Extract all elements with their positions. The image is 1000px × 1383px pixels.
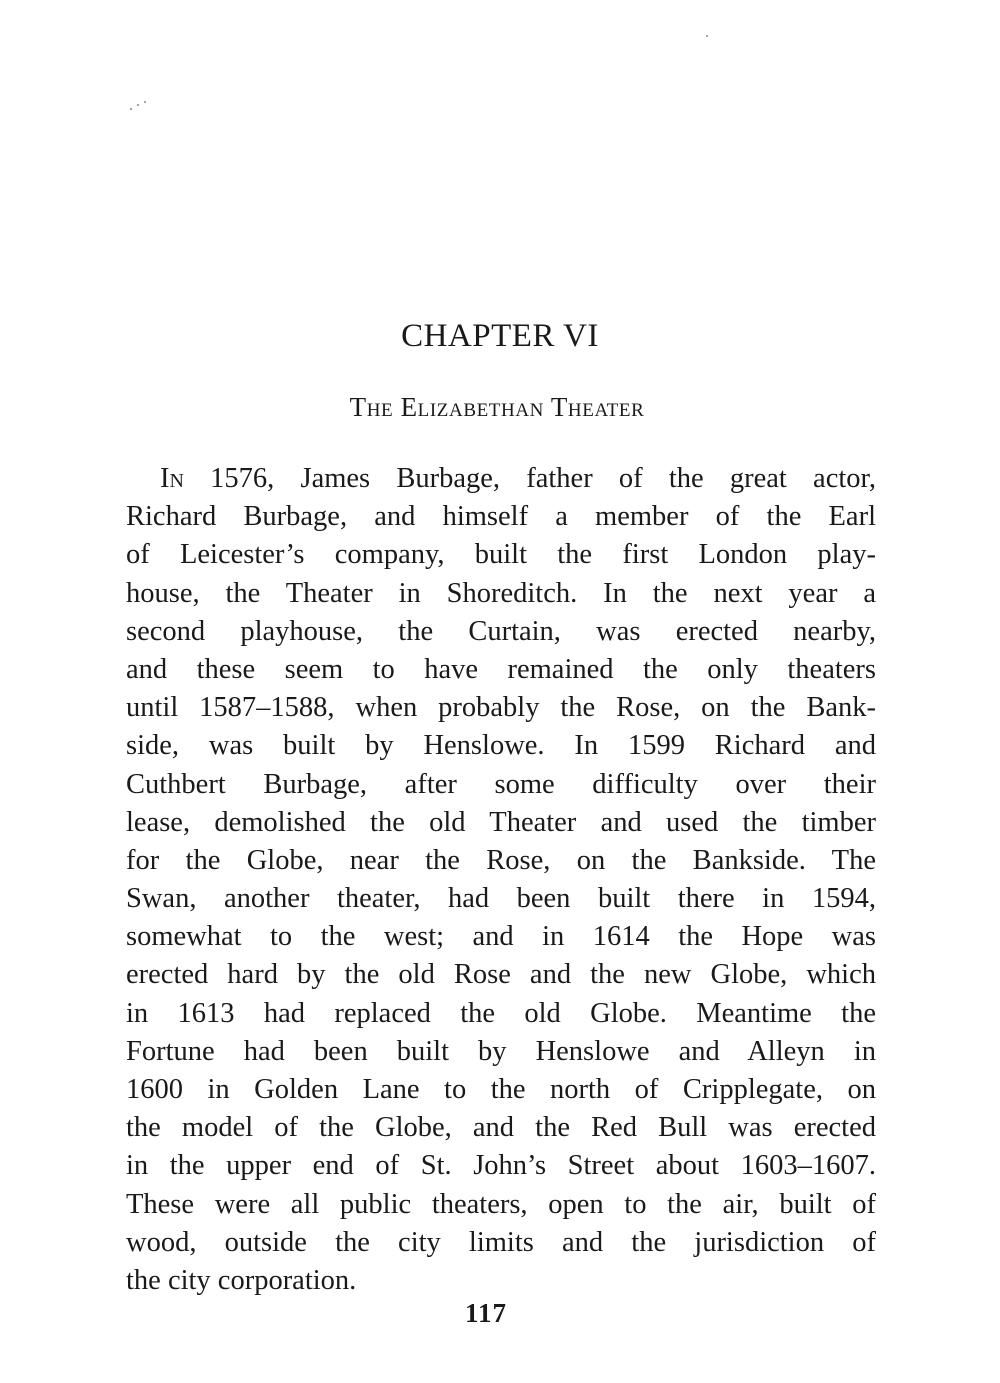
text-line: for the Globe, near the Rose, on the Bankside. The	[126, 844, 876, 876]
text-line: in the upper end of St. John’s Street about 1603–1607.	[126, 1150, 876, 1182]
scan-speck	[144, 101, 146, 103]
text-line: Cuthbert Burbage, after some difficulty over their	[126, 768, 876, 800]
text-line: the city corporation.	[126, 1264, 357, 1296]
text-line: Fortune had been built by Henslowe and Alleyn in	[126, 1035, 876, 1067]
scan-speck	[137, 104, 139, 106]
text-line: 1600 in Golden Lane to the north of Cripplegate, on	[126, 1074, 876, 1105]
text-line: until 1587–1588, when probably the Rose, on the Bank-	[126, 692, 876, 724]
text-line: side, was built by Henslowe. In 1599 Richard and	[126, 730, 876, 762]
chapter-subtitle: The Elizabethan Theater	[349, 392, 645, 422]
body-paragraph	[126, 460, 876, 1300]
text-line: somewhat to the west; and in 1614 the Hope was	[126, 921, 876, 953]
chapter-title: CHAPTER VI	[401, 318, 599, 354]
text-line: lease, demolished the old Theater and used the timber	[126, 806, 876, 838]
lead-word: In	[160, 463, 184, 494]
text-line: of Leicester’s company, built the first London play-	[126, 539, 876, 571]
text-line: These were all public theaters, open to the air, built of	[126, 1188, 876, 1220]
scan-speck	[706, 35, 708, 37]
text-line: erected hard by the old Rose and the new Globe, which	[126, 959, 876, 991]
text-line: in 1613 had replaced the old Globe. Meantime the	[126, 997, 876, 1029]
text-line: In 1576, James Burbage, father of the great actor,	[160, 463, 876, 494]
scan-speck	[130, 108, 132, 110]
text-line: and these seem to have remained the only theaters	[126, 653, 876, 685]
text-line: wood, outside the city limits and the jurisdiction of	[126, 1226, 876, 1258]
text-line: Swan, another theater, had been built there in 1594,	[126, 883, 876, 915]
text-line: second playhouse, the Curtain, was erected nearby,	[126, 615, 876, 647]
text-line: Richard Burbage, and himself a member of the Earl	[126, 501, 876, 533]
page-number: 117	[464, 1298, 507, 1328]
text-line: the model of the Globe, and the Red Bull was erected	[126, 1112, 876, 1144]
text-line: house, the Theater in Shoreditch. In the next year a	[126, 577, 876, 609]
